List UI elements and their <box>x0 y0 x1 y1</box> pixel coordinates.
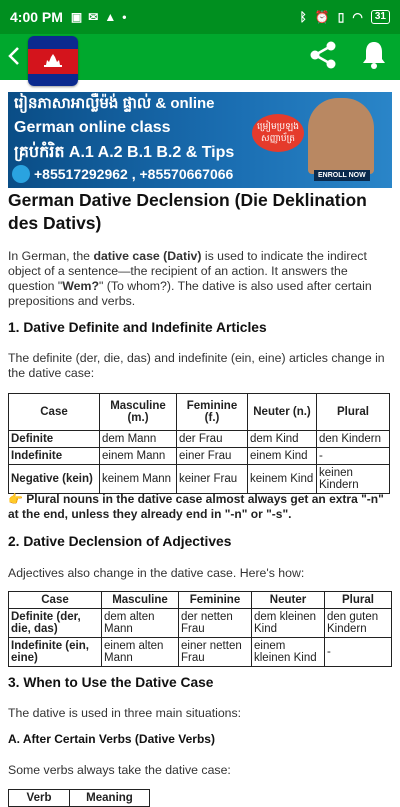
status-bar <box>0 0 400 34</box>
table-header-cell: Case <box>9 394 100 431</box>
table-row <box>9 448 390 465</box>
notification-button[interactable] <box>360 40 388 75</box>
share-icon <box>308 40 338 70</box>
table-cell: dem alten Mann <box>102 609 179 638</box>
telegram-icon <box>12 165 30 183</box>
app-bar <box>0 34 400 80</box>
table-cell: dem Kind <box>248 431 317 448</box>
table-cell: einem Kind <box>248 448 317 465</box>
dative-verbs-table <box>8 789 150 807</box>
table-cell: dem kleinen Kind <box>252 609 325 638</box>
intro-text-1: In German, the <box>8 249 94 263</box>
article-title: German Dative Declension (Die Deklination des Dativs) <box>8 190 367 233</box>
more-dot-icon: • <box>122 10 127 24</box>
table-header-row <box>9 394 390 431</box>
promo-banner[interactable] <box>8 92 392 188</box>
intro-text-3: " (To whom?). The dative is also used after certain prepositions and verbs. <box>8 279 372 308</box>
table-cell: den guten Kindern <box>325 609 392 638</box>
table-cell: Definite <box>9 431 100 448</box>
table-cell: keiner Frau <box>177 465 248 494</box>
table-cell: Indefinite <box>9 448 100 465</box>
table-cell: - <box>317 448 390 465</box>
table-row <box>9 431 390 448</box>
table-header-row <box>9 592 392 609</box>
table-header-cell: Plural <box>317 394 390 431</box>
temple-icon <box>43 54 63 68</box>
enroll-now-label: ENROLL NOW <box>314 170 370 181</box>
table-cell: einem kleinen Kind <box>252 638 325 667</box>
section-heading-2: 2. Dative Declension of Adjectives <box>8 534 232 549</box>
table-header-cell: Meaning <box>70 790 150 807</box>
section-3a-paragraph: Some verbs always take the dative case: <box>8 763 231 777</box>
mail-icon: ✉ <box>88 10 99 24</box>
bluetooth-icon: ᛒ <box>299 10 307 24</box>
wifi-icon: ◠ <box>352 10 363 24</box>
banner-subtitle: German online class <box>14 119 171 136</box>
section-3-paragraph: The dative is used in three main situations: <box>8 706 242 720</box>
section-heading-1: 1. Dative Definite and Indefinite Articles <box>8 320 267 335</box>
section-heading-3: 3. When to Use the Dative Case <box>8 675 214 690</box>
warning-icon: ▲ <box>104 10 117 24</box>
table-cell: der netten Frau <box>179 609 252 638</box>
section-1-paragraph: The definite (der, die, das) and indefinite (ein, eine) articles change in the dative case: <box>8 351 385 380</box>
table-cell: einem alten Mann <box>102 638 179 667</box>
table-header-cell: Case <box>9 592 102 609</box>
table-header-cell: Masculine <box>102 592 179 609</box>
table-cell: keinen Kindern <box>317 465 390 494</box>
table-cell: - <box>325 638 392 667</box>
plural-note <box>8 492 392 522</box>
banner-khmer-title: រៀនភាសាអាល្លឺម៉ង់ ផ្ទាល់ & online <box>14 95 215 112</box>
table-cell: einer Frau <box>177 448 248 465</box>
pointing-hand-icon: 👉 <box>8 492 23 506</box>
section-2-paragraph: Adjectives also change in the dative case. Here's how: <box>8 566 305 580</box>
table-header-cell: Masculine (m.) <box>100 394 177 431</box>
table-header-cell: Feminine (f.) <box>177 394 248 431</box>
share-button[interactable] <box>308 40 338 75</box>
table-cell: einem Mann <box>100 448 177 465</box>
table-cell: Negative (kein) <box>9 465 100 494</box>
teacher-photo <box>308 98 374 174</box>
intro-question: Wem? <box>62 279 99 293</box>
table-cell: keinem Kind <box>248 465 317 494</box>
table-cell: dem Mann <box>100 431 177 448</box>
table-header-cell: Plural <box>325 592 392 609</box>
table-cell: keinem Mann <box>100 465 177 494</box>
intro-paragraph <box>8 249 392 309</box>
table-cell: einer netten Frau <box>179 638 252 667</box>
table-cell: der Frau <box>177 431 248 448</box>
table-header-row <box>9 790 150 807</box>
status-time: 4:00 PM <box>10 9 63 25</box>
alarm-icon: ⏰ <box>314 10 330 24</box>
table-cell: den Kindern <box>317 431 390 448</box>
intro-text-2: is used to indicate the indirect object of a sentence—the recipient of an action. It answers the question " <box>8 249 367 293</box>
back-button[interactable] <box>0 34 28 80</box>
table-cell: Definite (der, die, das) <box>9 609 102 638</box>
table-header-cell: Neuter <box>252 592 325 609</box>
table-row <box>9 465 390 494</box>
banner-badge: ម្រៀមប្រឡងសញ្ញាប័ត្រ <box>252 114 304 152</box>
bell-icon <box>360 40 388 70</box>
vibrate-icon: ▯ <box>337 10 345 24</box>
table-header-cell: Feminine <box>179 592 252 609</box>
chevron-left-icon <box>7 46 21 66</box>
notification-icons <box>71 10 127 24</box>
table-header-cell: Verb <box>9 790 70 807</box>
adjectives-table <box>8 591 392 667</box>
intro-bold: dative case (Dativ) <box>93 249 202 263</box>
table-header-cell: Neuter (n.) <box>248 394 317 431</box>
table-cell: Indefinite (ein, eine) <box>9 638 102 667</box>
banner-phones: +85517292962 , +85570667066 <box>34 166 234 182</box>
plural-note-text: Plural nouns in the dative case almost always get an extra "-n" at the end, unless they already end in "-n" or "-s". <box>8 492 384 521</box>
subsection-heading-3a: A. After Certain Verbs (Dative Verbs) <box>8 732 215 746</box>
image-icon: ▣ <box>70 10 83 24</box>
battery-icon: 31 <box>371 10 390 24</box>
articles-table <box>8 393 390 494</box>
app-logo-flag <box>28 36 78 86</box>
table-row <box>9 638 392 667</box>
table-row <box>9 609 392 638</box>
banner-levels: គ្រប់កំរិត A.1 A.2 B.1 B.2 & Tips <box>14 144 235 161</box>
